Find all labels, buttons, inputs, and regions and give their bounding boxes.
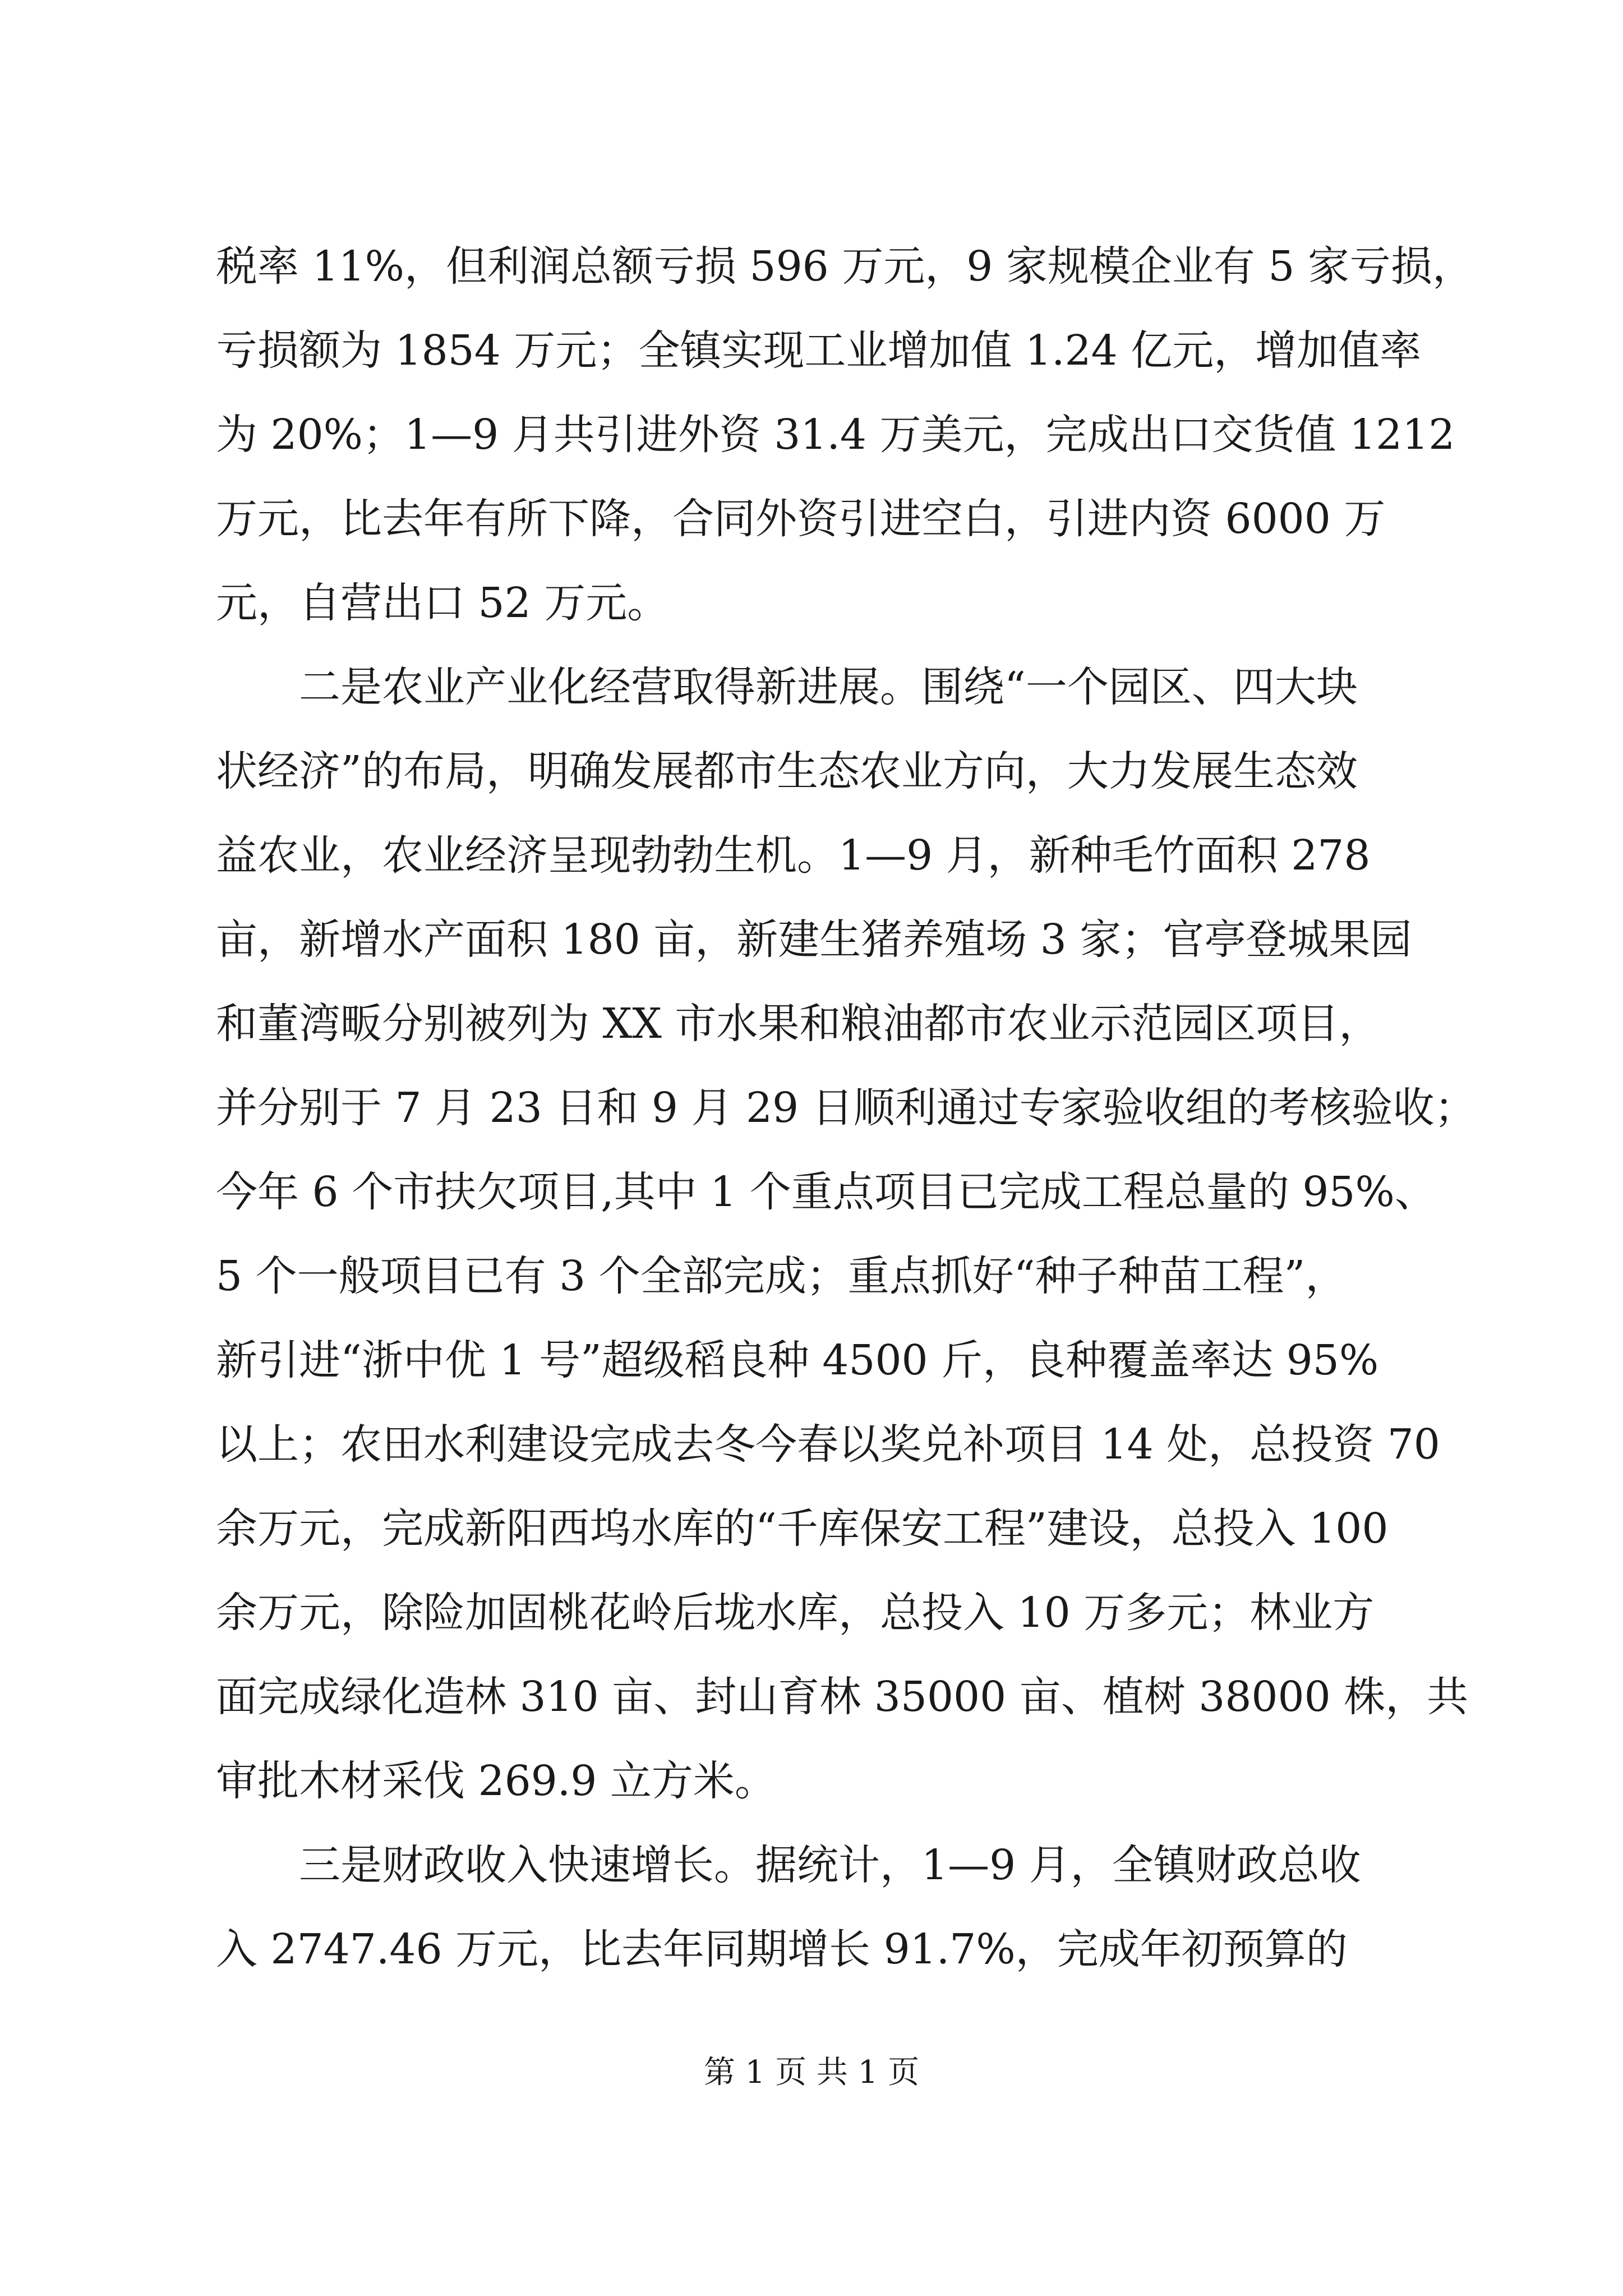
- text-line: 亩，新增水产面积 180 亩，新建生猪养殖场 3 家；官亭登城果园: [216, 915, 1412, 964]
- text-line: 余万元，完成新阳西坞水库的“千库保安工程”建设，总投入 100: [216, 1504, 1389, 1553]
- text-line: 益农业，农业经济呈现勃勃生机。1—9 月，新种毛竹面积 278: [216, 831, 1371, 880]
- text-line: 余万元，除险加固桃花岭后垅水库，总投入 10 万多元；林业方: [216, 1589, 1375, 1637]
- text-line: 今年 6 个市扶欠项目,其中 1 个重点项目已完成工程总量的 95%、: [216, 1168, 1436, 1216]
- text-line: 状经济”的布局，明确发展都市生态农业方向，大力发展生态效: [216, 747, 1358, 795]
- text-line: 以上；农田水利建设完成去冬今春以奖兑补项目 14 处，总投资 70: [216, 1420, 1440, 1469]
- text-line: 并分别于 7 月 23 日和 9 月 29 日顺利通过专家验收组的考核验收；: [216, 1084, 1476, 1132]
- text-line: 面完成绿化造林 310 亩、封山育林 35000 亩、植树 38000 株，共: [216, 1673, 1469, 1721]
- document-body: [216, 224, 1476, 1991]
- text-line: 税率 11%，但利润总额亏损 596 万元，9 家规模企业有 5 家亏损，: [216, 242, 1474, 291]
- text-line: 亏损额为 1854 万元；全镇实现工业增加值 1.24 亿元，增加值率: [216, 326, 1422, 375]
- text-line: 元，自营出口 52 万元。: [216, 579, 669, 627]
- text-line: 三是财政收入快速增长。据统计，1—9 月，全镇财政总收: [299, 1841, 1361, 1889]
- text-line: 审批木材采伐 269.9 立方米。: [216, 1757, 776, 1805]
- text-line: 和董湾畈分别被列为 XX 市水果和粮油都市农业示范园区项目，: [216, 1000, 1381, 1048]
- text-line: 为 20%；1—9 月共引进外资 31.4 万美元，完成出口交货值 1212: [216, 411, 1455, 459]
- page-footer: 第 1 页 共 1 页: [703, 2054, 920, 2091]
- text-line: 5 个一般项目已有 3 个全部完成；重点抓好“种子种苗工程”，: [216, 1252, 1347, 1300]
- text-line: 新引进“浙中优 1 号”超级稻良种 4500 斤，良种覆盖率达 95%: [216, 1336, 1379, 1384]
- text-line: 万元，比去年有所下降，合同外资引进空白，引进内资 6000 万: [216, 495, 1386, 543]
- text-line: 二是农业产业化经营取得新进展。围绕“一个园区、四大块: [299, 663, 1358, 711]
- text-line: 入 2747.46 万元，比去年同期增长 91.7%，完成年初预算的: [216, 1925, 1348, 1973]
